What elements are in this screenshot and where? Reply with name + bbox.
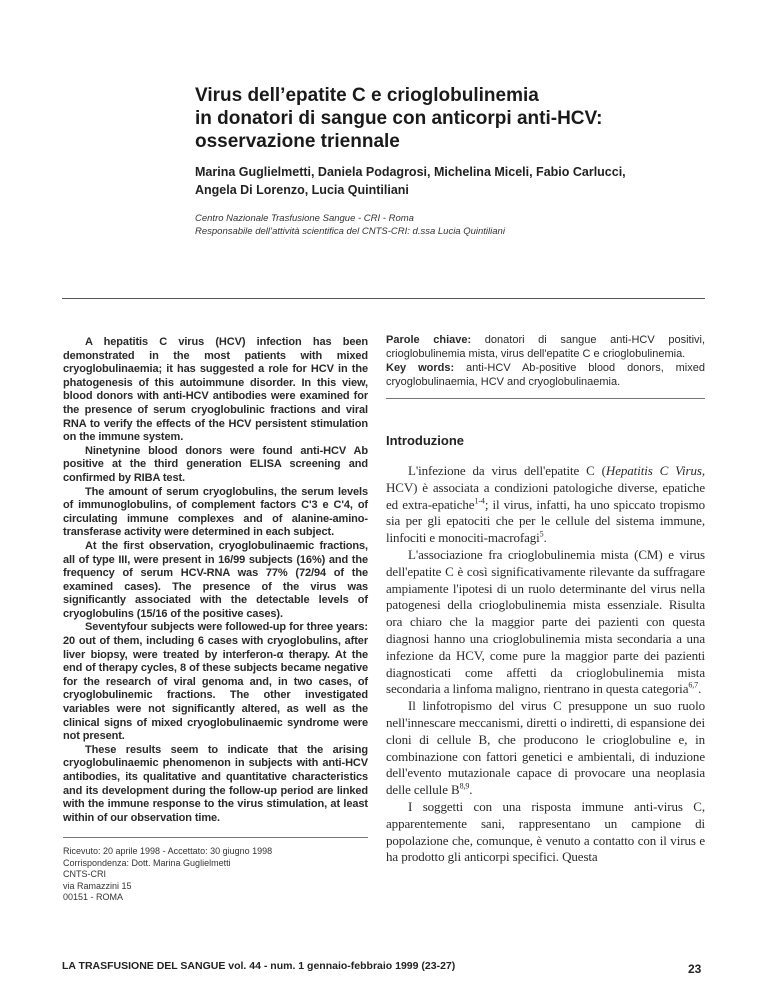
received-line: Ricevuto: 20 aprile 1998 - Accettato: 30 giugno 1998 bbox=[63, 846, 273, 857]
address-line: CNTS-CRI bbox=[63, 869, 106, 880]
keywords-divider bbox=[386, 398, 705, 399]
body-paragraph bbox=[386, 463, 705, 547]
keywords-en-text: anti-HCV Ab-positive blood donors, mixed cryoglobulinaemia, HCV and cryoglobulinaemia. bbox=[386, 362, 705, 388]
title-line: Virus dell’epatite C e crioglobulinemia bbox=[195, 85, 539, 106]
body-paragraph bbox=[386, 547, 705, 698]
journal-footer: LA TRASFUSIONE DEL SANGUE vol. 44 - num. 1 gennaio-febbraio 1999 (23-27) bbox=[62, 960, 456, 972]
abstract-paragraph: These results seem to indicate that the arising cryoglobulinaemic phenomenon in subjects with anti-HCV antibodies, its qualitative and quantitative characteristics and its development during the follow-up period are linked with the immune response to the virus stimulation, at least within of our observation time. bbox=[63, 743, 368, 824]
authors-line: Angela Di Lorenzo, Lucia Quintiliani bbox=[195, 183, 409, 197]
page-number: 23 bbox=[688, 962, 702, 976]
text: L'infezione da virus dell'epatite C ( bbox=[408, 463, 606, 478]
italic-text: Hepatitis C Virus bbox=[605, 463, 702, 478]
body-paragraph bbox=[386, 698, 705, 799]
received-info bbox=[63, 846, 368, 904]
text: . bbox=[698, 681, 702, 697]
affiliation-line: Centro Nazionale Trasfusione Sangue - CRI - Roma bbox=[195, 213, 414, 224]
received-divider bbox=[63, 837, 368, 838]
body-text bbox=[386, 463, 705, 866]
citation: 8,9 bbox=[459, 781, 470, 791]
text: ; il virus, infatti, ha uno spiccato tropismo sia per gli epatociti che per le cellule del sistema immune, linfociti e monociti-macrofagi bbox=[386, 496, 706, 546]
text: Il linfotropismo del virus C presuppone un suo ruolo nell'innescare meccanismi, diretti o indiretti, di espansione dei cloni di cellule B, che producono le crioglobuline e, in combinazione con fattori genetici e ambientali, di induzione dell'evento mutazionale capace di provocare una neoplasia delle cellule B bbox=[386, 698, 705, 798]
body-paragraph: I soggetti con una risposta immune anti-virus C, apparentemente sani, rappresentano un campione di popolazione che, comunque, è venuto a contatto con il virus e ha prodotto gli anticorpi specifici. Questa bbox=[386, 798, 705, 865]
section-heading: Introduzione bbox=[386, 433, 464, 448]
abstract-paragraph: A hepatitis C virus (HCV) infection has been demonstrated in the most patients with mixed cryoglobulinaemia; it has suggested a role for HCV in the phatogenesis of this autoimmune disorder. In this view, blood donors with anti-HCV antibodies were examined for the presence of serum cryoglobulinic fractions and viral RNA to verify the effects of the HCV persistent stimulation on the immune system. bbox=[63, 336, 368, 444]
affiliation-line: Responsabile dell’attività scientifica del CNTS-CRI: d.ssa Lucia Quintiliani bbox=[195, 226, 505, 237]
abstract-paragraph: The amount of serum cryoglobulins, the serum levels of immunoglobulins, of complement factors C'3 e C'4, of circulating immune complexes and of alanine-amino-transferase activity were determined in each subject. bbox=[63, 485, 368, 539]
text: , HCV) è associata a condizioni patologiche diverse, epatiche ed extra-epatiche bbox=[386, 463, 706, 512]
abstract-paragraph: Seventyfour subjects were followed-up for three years: 20 out of them, including 6 cases with cryoglobulins, after liver biopsy, were treated by interferon-α therapy. At the end of therapy cycles, 8 of these subjects became negative for the research of viral genoma and, in two cases, of cryoglobulinemic fractions. The other investigated variables were not significantly altered, as well as the clinical signs of mixed cryoglobulinaemic syndrome were not present. bbox=[63, 621, 368, 743]
citation: 6,7 bbox=[688, 681, 699, 691]
address-line: via Ramazzini 15 bbox=[63, 880, 132, 891]
keywords-en-label: Key words: bbox=[386, 362, 455, 374]
keywords-it-label: Parole chiave: bbox=[386, 334, 472, 346]
article-title bbox=[195, 84, 735, 153]
right-column bbox=[386, 333, 705, 866]
address-line: 00151 - ROMA bbox=[63, 892, 124, 903]
text: . bbox=[469, 782, 473, 798]
text: L'associazione fra crioglobulinemia mista (CM) e virus dell'epatite C è così significativamente rilevante da suffragare ampiamente l'ipotesi di un ruolo determinante del virus nella patogenesi della crioglobulinemia mista essenziale. Risulta ora chiaro che la maggior parte dei pazienti con questa diagnosi hanno una crioglobulinemia mista secondaria a una infezione da HCV, come pure la maggior parte dei pazienti diagnosticati come affetti da crioglobulinemia mista secondaria a linfoma maligno, rientrano in questa categoria bbox=[386, 546, 705, 697]
abstract-paragraph: At the first observation, cryoglobulinaemic fractions, all of type III, were present in 16/99 subjects (16%) and the frequency of serum HCV-RNA was 77% (72/94 of the examined cases). The presence of the virus was significantly associated with the detectable levels of cryoglobulins (15/16 of the positive cases). bbox=[63, 539, 368, 620]
abstract-paragraph: Ninetynine blood donors were found anti-HCV Ab positive at the third generation ELISA screening and confirmed by RIBA test. bbox=[63, 444, 368, 484]
citation: 1-4 bbox=[474, 496, 485, 506]
title-line: osservazione triennale bbox=[195, 131, 400, 152]
title-line: in donatori di sangue con anticorpi anti-HCV: bbox=[195, 108, 603, 129]
header-divider bbox=[62, 298, 705, 299]
abstract bbox=[63, 336, 368, 825]
citation: 5 bbox=[539, 529, 544, 539]
authors bbox=[195, 163, 735, 199]
keywords bbox=[386, 333, 705, 389]
keywords-it-text: donatori di sangue anti-HCV positivi, crioglobulinemia mista, virus dell'epatite C e crioglobulinemia. bbox=[386, 334, 706, 360]
correspondence-line: Corrispondenza: Dott. Marina Guglielmetti bbox=[63, 857, 231, 868]
left-column bbox=[63, 336, 368, 904]
affiliation bbox=[195, 212, 735, 238]
authors-line: Marina Guglielmetti, Daniela Podagrosi, Michelina Miceli, Fabio Carlucci, bbox=[195, 165, 626, 179]
text: . bbox=[543, 530, 547, 546]
